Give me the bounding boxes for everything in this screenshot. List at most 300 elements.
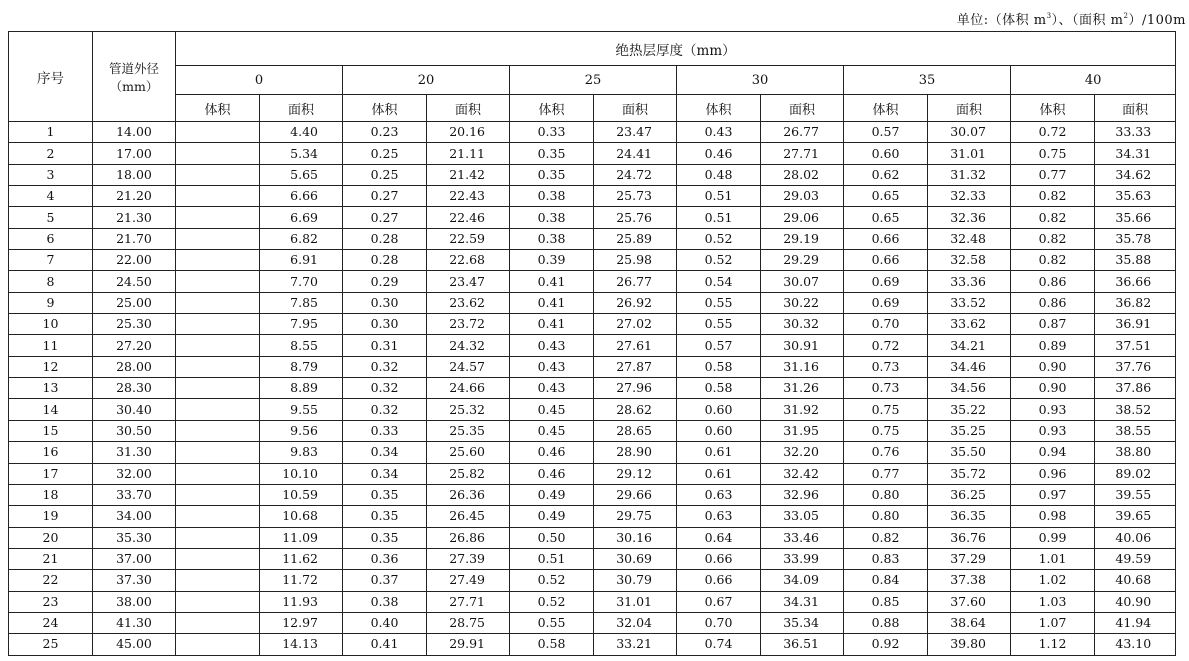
cell-a20: 23.72 bbox=[427, 314, 510, 335]
thickness-header-row bbox=[9, 66, 1176, 95]
cell-a30: 28.02 bbox=[761, 164, 844, 185]
cell-a35: 34.56 bbox=[928, 378, 1011, 399]
cell-empty bbox=[176, 228, 260, 249]
cell-a30: 34.31 bbox=[761, 591, 844, 612]
header-area: 面积 bbox=[761, 95, 844, 122]
cell-a20: 23.47 bbox=[427, 271, 510, 292]
cell-v25: 0.38 bbox=[510, 228, 594, 249]
cell-v20: 0.27 bbox=[343, 207, 427, 228]
cell-v25: 0.51 bbox=[510, 548, 594, 569]
cell-no: 20 bbox=[9, 527, 93, 548]
cell-a20: 24.32 bbox=[427, 335, 510, 356]
cell-a25: 28.90 bbox=[594, 442, 677, 463]
cell-empty bbox=[176, 207, 260, 228]
cell-v30: 0.52 bbox=[677, 250, 761, 271]
cell-d: 38.00 bbox=[93, 591, 176, 612]
cell-empty bbox=[176, 164, 260, 185]
cell-v25: 0.45 bbox=[510, 420, 594, 441]
cell-d: 21.70 bbox=[93, 228, 176, 249]
header-volume: 体积 bbox=[844, 95, 928, 122]
table-row bbox=[9, 314, 1176, 335]
header-area: 面积 bbox=[427, 95, 510, 122]
cell-a40: 40.68 bbox=[1095, 570, 1176, 591]
cell-d: 27.20 bbox=[93, 335, 176, 356]
header-volume: 体积 bbox=[677, 95, 761, 122]
cell-a35: 31.32 bbox=[928, 164, 1011, 185]
cell-a40: 40.90 bbox=[1095, 591, 1176, 612]
cell-v20: 0.34 bbox=[343, 463, 427, 484]
cell-a40: 89.02 bbox=[1095, 463, 1176, 484]
cell-v30: 0.51 bbox=[677, 186, 761, 207]
cell-a30: 30.91 bbox=[761, 335, 844, 356]
cell-v30: 0.66 bbox=[677, 570, 761, 591]
cell-empty bbox=[176, 122, 260, 143]
table-row bbox=[9, 271, 1176, 292]
cell-a35: 31.01 bbox=[928, 143, 1011, 164]
cell-a35: 37.29 bbox=[928, 548, 1011, 569]
cell-a40: 36.82 bbox=[1095, 292, 1176, 313]
cell-v30: 0.70 bbox=[677, 612, 761, 633]
cell-a25: 26.92 bbox=[594, 292, 677, 313]
cell-a25: 30.79 bbox=[594, 570, 677, 591]
cell-a35: 32.48 bbox=[928, 228, 1011, 249]
table-row bbox=[9, 335, 1176, 356]
cell-v30: 0.46 bbox=[677, 143, 761, 164]
cell-a40: 38.55 bbox=[1095, 420, 1176, 441]
cell-a20: 22.59 bbox=[427, 228, 510, 249]
cell-d: 21.20 bbox=[93, 186, 176, 207]
cell-d: 24.50 bbox=[93, 271, 176, 292]
cell-a40: 35.66 bbox=[1095, 207, 1176, 228]
cell-v30: 0.57 bbox=[677, 335, 761, 356]
cell-a0: 10.68 bbox=[260, 506, 343, 527]
cell-a35: 36.76 bbox=[928, 527, 1011, 548]
cell-no: 13 bbox=[9, 378, 93, 399]
cell-v40: 0.82 bbox=[1011, 207, 1095, 228]
cell-a0: 5.34 bbox=[260, 143, 343, 164]
table-row bbox=[9, 484, 1176, 505]
cell-v40: 0.72 bbox=[1011, 122, 1095, 143]
cell-a25: 24.41 bbox=[594, 143, 677, 164]
cell-v35: 0.72 bbox=[844, 335, 928, 356]
cell-no: 2 bbox=[9, 143, 93, 164]
cell-a25: 27.96 bbox=[594, 378, 677, 399]
table-row bbox=[9, 634, 1176, 655]
cell-d: 18.00 bbox=[93, 164, 176, 185]
cell-a20: 29.91 bbox=[427, 634, 510, 655]
cell-v40: 0.82 bbox=[1011, 250, 1095, 271]
table-row bbox=[9, 570, 1176, 591]
cell-d: 32.00 bbox=[93, 463, 176, 484]
cell-v30: 0.58 bbox=[677, 378, 761, 399]
cell-v35: 0.69 bbox=[844, 292, 928, 313]
cell-a30: 29.06 bbox=[761, 207, 844, 228]
cell-v20: 0.29 bbox=[343, 271, 427, 292]
cell-d: 37.30 bbox=[93, 570, 176, 591]
cell-a0: 6.69 bbox=[260, 207, 343, 228]
cell-d: 17.00 bbox=[93, 143, 176, 164]
cell-d: 35.30 bbox=[93, 527, 176, 548]
cell-d: 21.30 bbox=[93, 207, 176, 228]
cell-v35: 0.84 bbox=[844, 570, 928, 591]
cell-v30: 0.48 bbox=[677, 164, 761, 185]
cell-empty bbox=[176, 484, 260, 505]
cell-a40: 34.31 bbox=[1095, 143, 1176, 164]
cell-v35: 0.77 bbox=[844, 463, 928, 484]
cell-d: 30.40 bbox=[93, 399, 176, 420]
cell-a25: 23.47 bbox=[594, 122, 677, 143]
cell-a20: 25.82 bbox=[427, 463, 510, 484]
cell-v30: 0.60 bbox=[677, 420, 761, 441]
table-row bbox=[9, 548, 1176, 569]
cell-a40: 41.94 bbox=[1095, 612, 1176, 633]
table-row bbox=[9, 527, 1176, 548]
cell-a30: 32.96 bbox=[761, 484, 844, 505]
cell-d: 45.00 bbox=[93, 634, 176, 655]
cell-a30: 36.51 bbox=[761, 634, 844, 655]
cell-a35: 34.21 bbox=[928, 335, 1011, 356]
cell-a20: 26.36 bbox=[427, 484, 510, 505]
cell-empty bbox=[176, 378, 260, 399]
cell-v25: 0.55 bbox=[510, 612, 594, 633]
table-row bbox=[9, 420, 1176, 441]
cell-v25: 0.38 bbox=[510, 207, 594, 228]
cell-a0: 8.89 bbox=[260, 378, 343, 399]
table-row bbox=[9, 250, 1176, 271]
cell-empty bbox=[176, 250, 260, 271]
cell-a35: 34.46 bbox=[928, 356, 1011, 377]
cell-no: 10 bbox=[9, 314, 93, 335]
cell-a20: 27.39 bbox=[427, 548, 510, 569]
header-volume: 体积 bbox=[176, 95, 260, 122]
cell-v40: 0.93 bbox=[1011, 399, 1095, 420]
cell-v40: 1.07 bbox=[1011, 612, 1095, 633]
cell-empty bbox=[176, 335, 260, 356]
cell-empty bbox=[176, 271, 260, 292]
cell-a0: 6.91 bbox=[260, 250, 343, 271]
cell-empty bbox=[176, 442, 260, 463]
header-thickness: 40 bbox=[1011, 66, 1176, 95]
table-row bbox=[9, 442, 1176, 463]
cell-v20: 0.23 bbox=[343, 122, 427, 143]
cell-a20: 27.49 bbox=[427, 570, 510, 591]
cell-v20: 0.34 bbox=[343, 442, 427, 463]
cell-no: 5 bbox=[9, 207, 93, 228]
cell-no: 23 bbox=[9, 591, 93, 612]
cell-a25: 25.76 bbox=[594, 207, 677, 228]
cell-v30: 0.67 bbox=[677, 591, 761, 612]
cell-d: 28.30 bbox=[93, 378, 176, 399]
cell-v20: 0.41 bbox=[343, 634, 427, 655]
cell-v25: 0.41 bbox=[510, 271, 594, 292]
cell-a20: 22.43 bbox=[427, 186, 510, 207]
cell-v25: 0.46 bbox=[510, 463, 594, 484]
header-diameter bbox=[93, 32, 176, 122]
cell-v40: 0.77 bbox=[1011, 164, 1095, 185]
cell-a30: 32.42 bbox=[761, 463, 844, 484]
cell-v30: 0.74 bbox=[677, 634, 761, 655]
cell-v30: 0.60 bbox=[677, 399, 761, 420]
cell-a0: 14.13 bbox=[260, 634, 343, 655]
cell-a25: 30.16 bbox=[594, 527, 677, 548]
cell-no: 22 bbox=[9, 570, 93, 591]
cell-a25: 29.75 bbox=[594, 506, 677, 527]
cell-v35: 0.82 bbox=[844, 527, 928, 548]
cell-a0: 9.55 bbox=[260, 399, 343, 420]
cell-no: 3 bbox=[9, 164, 93, 185]
cell-v20: 0.25 bbox=[343, 164, 427, 185]
cell-d: 31.30 bbox=[93, 442, 176, 463]
cell-a35: 32.58 bbox=[928, 250, 1011, 271]
cell-empty bbox=[176, 143, 260, 164]
cell-no: 8 bbox=[9, 271, 93, 292]
cell-v35: 0.83 bbox=[844, 548, 928, 569]
cell-v30: 0.63 bbox=[677, 506, 761, 527]
cell-v20: 0.35 bbox=[343, 506, 427, 527]
cell-a30: 33.99 bbox=[761, 548, 844, 569]
cell-v35: 0.92 bbox=[844, 634, 928, 655]
cell-v20: 0.31 bbox=[343, 335, 427, 356]
cell-v25: 0.35 bbox=[510, 164, 594, 185]
header-volume: 体积 bbox=[1011, 95, 1095, 122]
cell-v35: 0.75 bbox=[844, 399, 928, 420]
cell-v25: 0.41 bbox=[510, 292, 594, 313]
cell-v30: 0.66 bbox=[677, 548, 761, 569]
cell-v25: 0.43 bbox=[510, 356, 594, 377]
cell-no: 7 bbox=[9, 250, 93, 271]
cell-d: 25.00 bbox=[93, 292, 176, 313]
cell-a0: 7.85 bbox=[260, 292, 343, 313]
cell-a40: 40.06 bbox=[1095, 527, 1176, 548]
insulation-table bbox=[8, 31, 1176, 656]
cell-v25: 0.49 bbox=[510, 484, 594, 505]
cell-empty bbox=[176, 527, 260, 548]
table-row bbox=[9, 292, 1176, 313]
cell-v35: 0.69 bbox=[844, 271, 928, 292]
cell-a30: 30.07 bbox=[761, 271, 844, 292]
cell-a30: 31.95 bbox=[761, 420, 844, 441]
cell-a25: 25.73 bbox=[594, 186, 677, 207]
cell-a40: 38.80 bbox=[1095, 442, 1176, 463]
cell-v20: 0.32 bbox=[343, 356, 427, 377]
cell-a20: 24.57 bbox=[427, 356, 510, 377]
cell-a30: 33.46 bbox=[761, 527, 844, 548]
cell-d: 14.00 bbox=[93, 122, 176, 143]
cell-a25: 24.72 bbox=[594, 164, 677, 185]
cell-empty bbox=[176, 591, 260, 612]
cell-a30: 31.92 bbox=[761, 399, 844, 420]
cell-v35: 0.73 bbox=[844, 356, 928, 377]
cell-a25: 33.21 bbox=[594, 634, 677, 655]
cell-d: 25.30 bbox=[93, 314, 176, 335]
cell-a35: 35.72 bbox=[928, 463, 1011, 484]
cell-v35: 0.57 bbox=[844, 122, 928, 143]
table-row bbox=[9, 186, 1176, 207]
cell-v35: 0.75 bbox=[844, 420, 928, 441]
table-body bbox=[9, 122, 1176, 656]
cell-a25: 31.01 bbox=[594, 591, 677, 612]
cell-no: 12 bbox=[9, 356, 93, 377]
header-thickness: 25 bbox=[510, 66, 677, 95]
cell-no: 18 bbox=[9, 484, 93, 505]
cell-a40: 49.59 bbox=[1095, 548, 1176, 569]
cell-a20: 22.46 bbox=[427, 207, 510, 228]
cell-v40: 0.93 bbox=[1011, 420, 1095, 441]
header-diameter-unit: （mm） bbox=[109, 78, 159, 94]
cell-v40: 0.94 bbox=[1011, 442, 1095, 463]
cell-v35: 0.66 bbox=[844, 228, 928, 249]
cell-a25: 30.69 bbox=[594, 548, 677, 569]
cell-a25: 26.77 bbox=[594, 271, 677, 292]
cell-a40: 39.65 bbox=[1095, 506, 1176, 527]
cell-v25: 0.46 bbox=[510, 442, 594, 463]
cell-v30: 0.63 bbox=[677, 484, 761, 505]
cell-v35: 0.80 bbox=[844, 506, 928, 527]
cell-v30: 0.64 bbox=[677, 527, 761, 548]
cell-a30: 30.22 bbox=[761, 292, 844, 313]
cell-a25: 27.61 bbox=[594, 335, 677, 356]
cell-a35: 32.36 bbox=[928, 207, 1011, 228]
cell-a25: 29.12 bbox=[594, 463, 677, 484]
cell-v40: 0.97 bbox=[1011, 484, 1095, 505]
cell-v30: 0.58 bbox=[677, 356, 761, 377]
cell-a25: 28.62 bbox=[594, 399, 677, 420]
cell-v40: 0.98 bbox=[1011, 506, 1095, 527]
table-row bbox=[9, 122, 1176, 143]
cell-v30: 0.51 bbox=[677, 207, 761, 228]
cell-d: 37.00 bbox=[93, 548, 176, 569]
cell-v40: 0.87 bbox=[1011, 314, 1095, 335]
cell-v20: 0.32 bbox=[343, 399, 427, 420]
header-seq: 序号 bbox=[9, 32, 93, 122]
cell-a35: 33.36 bbox=[928, 271, 1011, 292]
cell-v25: 0.52 bbox=[510, 591, 594, 612]
cell-v35: 0.88 bbox=[844, 612, 928, 633]
cell-empty bbox=[176, 292, 260, 313]
cell-a0: 5.65 bbox=[260, 164, 343, 185]
table-row bbox=[9, 143, 1176, 164]
cell-no: 6 bbox=[9, 228, 93, 249]
cell-a25: 32.04 bbox=[594, 612, 677, 633]
cell-a25: 25.98 bbox=[594, 250, 677, 271]
cell-v25: 0.35 bbox=[510, 143, 594, 164]
cell-a40: 37.51 bbox=[1095, 335, 1176, 356]
unit-mid: ）、（面积 m bbox=[1051, 13, 1124, 28]
cell-v20: 0.36 bbox=[343, 548, 427, 569]
cell-a0: 11.62 bbox=[260, 548, 343, 569]
cell-a30: 32.20 bbox=[761, 442, 844, 463]
cell-a20: 25.32 bbox=[427, 399, 510, 420]
cell-a35: 36.35 bbox=[928, 506, 1011, 527]
cell-a0: 10.59 bbox=[260, 484, 343, 505]
cell-a0: 4.40 bbox=[260, 122, 343, 143]
cell-v25: 0.38 bbox=[510, 186, 594, 207]
header-area: 面积 bbox=[1095, 95, 1176, 122]
cell-d: 34.00 bbox=[93, 506, 176, 527]
cell-a30: 27.71 bbox=[761, 143, 844, 164]
cell-no: 19 bbox=[9, 506, 93, 527]
table-row bbox=[9, 207, 1176, 228]
table-row bbox=[9, 399, 1176, 420]
cell-a20: 28.75 bbox=[427, 612, 510, 633]
cell-v20: 0.30 bbox=[343, 314, 427, 335]
cell-v40: 0.90 bbox=[1011, 356, 1095, 377]
cell-a35: 37.60 bbox=[928, 591, 1011, 612]
cell-empty bbox=[176, 356, 260, 377]
cell-a20: 27.71 bbox=[427, 591, 510, 612]
cell-a20: 24.66 bbox=[427, 378, 510, 399]
cell-v40: 0.90 bbox=[1011, 378, 1095, 399]
cell-v25: 0.50 bbox=[510, 527, 594, 548]
cell-a0: 11.72 bbox=[260, 570, 343, 591]
cell-v20: 0.40 bbox=[343, 612, 427, 633]
cell-a0: 8.79 bbox=[260, 356, 343, 377]
cell-v40: 1.03 bbox=[1011, 591, 1095, 612]
header-diameter-label: 管道外径 bbox=[108, 60, 159, 76]
table-row bbox=[9, 612, 1176, 633]
cell-no: 9 bbox=[9, 292, 93, 313]
cell-a40: 37.86 bbox=[1095, 378, 1176, 399]
table-row bbox=[9, 164, 1176, 185]
cell-v20: 0.35 bbox=[343, 484, 427, 505]
cell-d: 41.30 bbox=[93, 612, 176, 633]
cell-a20: 23.62 bbox=[427, 292, 510, 313]
cell-v25: 0.45 bbox=[510, 399, 594, 420]
cell-v25: 0.43 bbox=[510, 335, 594, 356]
cell-a35: 38.64 bbox=[928, 612, 1011, 633]
table-row bbox=[9, 463, 1176, 484]
header-volume: 体积 bbox=[510, 95, 594, 122]
cell-v20: 0.30 bbox=[343, 292, 427, 313]
cell-a20: 20.16 bbox=[427, 122, 510, 143]
cell-v20: 0.37 bbox=[343, 570, 427, 591]
cell-v25: 0.52 bbox=[510, 570, 594, 591]
cell-empty bbox=[176, 506, 260, 527]
cell-a20: 25.35 bbox=[427, 420, 510, 441]
cell-no: 14 bbox=[9, 399, 93, 420]
cell-v40: 0.86 bbox=[1011, 271, 1095, 292]
cell-v35: 0.76 bbox=[844, 442, 928, 463]
cell-a35: 30.07 bbox=[928, 122, 1011, 143]
cell-v30: 0.43 bbox=[677, 122, 761, 143]
unit-suffix: ）/100m bbox=[1128, 13, 1186, 28]
cell-a40: 35.78 bbox=[1095, 228, 1176, 249]
cell-a25: 29.66 bbox=[594, 484, 677, 505]
cell-a35: 36.25 bbox=[928, 484, 1011, 505]
cell-v35: 0.80 bbox=[844, 484, 928, 505]
cell-v35: 0.70 bbox=[844, 314, 928, 335]
cell-a35: 35.50 bbox=[928, 442, 1011, 463]
cell-v40: 0.89 bbox=[1011, 335, 1095, 356]
table-row bbox=[9, 378, 1176, 399]
cell-d: 22.00 bbox=[93, 250, 176, 271]
cell-empty bbox=[176, 463, 260, 484]
cell-empty bbox=[176, 634, 260, 655]
cell-v20: 0.28 bbox=[343, 228, 427, 249]
cell-no: 21 bbox=[9, 548, 93, 569]
cell-v20: 0.35 bbox=[343, 527, 427, 548]
cell-a40: 35.88 bbox=[1095, 250, 1176, 271]
cell-v40: 0.82 bbox=[1011, 228, 1095, 249]
cell-no: 4 bbox=[9, 186, 93, 207]
cell-v35: 0.85 bbox=[844, 591, 928, 612]
cell-no: 1 bbox=[9, 122, 93, 143]
cell-v40: 0.96 bbox=[1011, 463, 1095, 484]
header-area: 面积 bbox=[928, 95, 1011, 122]
cell-a0: 6.82 bbox=[260, 228, 343, 249]
header-thickness: 30 bbox=[677, 66, 844, 95]
cell-v30: 0.54 bbox=[677, 271, 761, 292]
